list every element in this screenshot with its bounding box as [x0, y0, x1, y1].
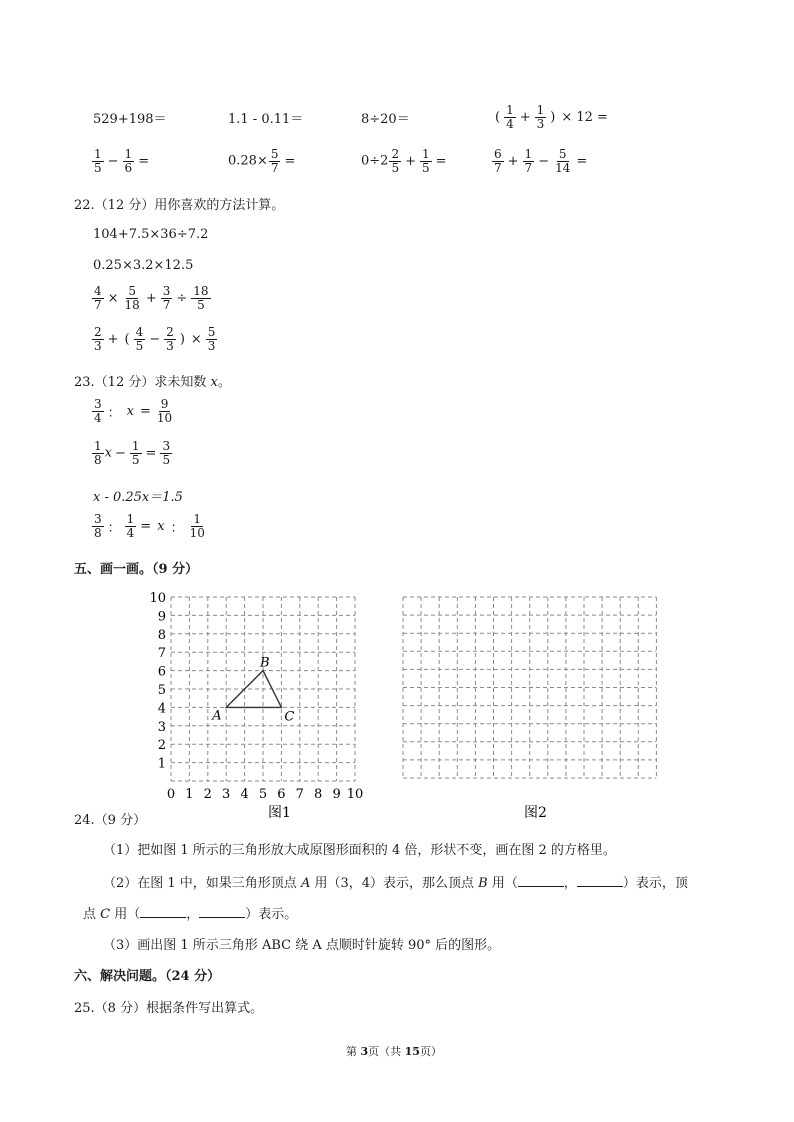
footer-text: 第: [346, 1045, 361, 1058]
q22-line2: 0.25×3.2×12.5: [93, 258, 194, 273]
numerator: 18: [193, 284, 209, 298]
x-tick-label: 5: [258, 787, 268, 802]
q23-header-end: 。: [217, 375, 231, 390]
figure-1-caption: 图1: [268, 805, 291, 821]
denominator: 7: [270, 160, 279, 175]
figure-1-grid: [171, 597, 355, 781]
numerator: 4: [135, 325, 144, 339]
q23-line3: x - 0.25x＝1.5: [93, 490, 183, 505]
comma: ，: [186, 907, 200, 922]
equals-sign: =: [435, 153, 447, 169]
vertex-label-c: C: [284, 709, 295, 725]
numerator: 1: [131, 439, 140, 453]
numerator: 4: [94, 284, 102, 298]
denominator: 4: [94, 410, 102, 425]
page-total: 15: [404, 1045, 420, 1058]
fraction: [92, 440, 104, 466]
expr-529-plus-198: [93, 108, 167, 127]
denominator: 10: [156, 410, 173, 425]
denominator: 3: [94, 338, 102, 353]
variable-x: x: [126, 403, 134, 419]
plus-sign: +: [107, 331, 119, 347]
q24-p2-text: 用（3，4）表示，那么顶点: [310, 876, 479, 891]
footer-text: 页）: [419, 1045, 442, 1058]
numerator: 1: [126, 512, 135, 526]
minus-sign: −: [114, 445, 126, 461]
paren-right: ): [179, 331, 185, 347]
q24-part1: （1）把如图 1 所示的三角形放大成原图形面积的 4 倍，形状不变，画在图 2 的方格里。: [103, 843, 616, 858]
fraction: [160, 440, 172, 466]
paren-left: (: [495, 109, 501, 125]
expr-text: 8÷20＝: [361, 112, 410, 127]
y-tick-label: 6: [157, 664, 166, 680]
answer-blank-b-y[interactable]: [577, 874, 623, 887]
y-tick-label: 3: [157, 719, 166, 735]
expr-6-7-plus-1-7-minus-5-14: [491, 148, 590, 174]
denominator: 18: [124, 297, 140, 312]
y-tick-label: 5: [157, 683, 166, 698]
axis-labels: [149, 591, 363, 802]
fraction: [269, 148, 281, 174]
numerator: 1: [524, 147, 533, 161]
fraction: [155, 398, 174, 424]
fraction: [188, 513, 207, 539]
numerator: 1: [94, 439, 102, 453]
fraction: [206, 326, 218, 352]
numerator: 5: [270, 147, 279, 161]
denominator: 5: [94, 160, 102, 175]
equals-sign: =: [140, 403, 151, 419]
fraction: [92, 513, 104, 539]
x-tick-label: 8: [314, 787, 323, 802]
grid-figures: [140, 585, 680, 825]
fraction: [123, 285, 142, 311]
denominator: 5: [197, 297, 205, 312]
numerator: 3: [94, 512, 102, 526]
expr-0-div-mixed: [361, 148, 450, 174]
fraction: [504, 104, 516, 130]
q22-line1: 104+7.5×36÷7.2: [93, 227, 209, 242]
vertex-b-ref: B: [478, 876, 488, 891]
q22-line4: [91, 326, 218, 352]
numerator: 1: [536, 103, 545, 117]
y-tick-label: 1: [157, 756, 166, 772]
q25-header: 25.（8 分）根据条件写出算式。: [74, 1001, 264, 1016]
fraction: [553, 148, 572, 174]
q22-header: 22.（12 分）用你喜欢的方法计算。: [74, 198, 285, 213]
figure-2-caption: 图2: [524, 805, 547, 821]
fraction: [389, 148, 401, 174]
plus-sign: +: [405, 153, 416, 169]
numerator: 3: [162, 284, 171, 298]
y-tick-label: 4: [157, 701, 166, 717]
divide-sign: ÷: [176, 290, 188, 306]
equals-sign: =: [576, 153, 588, 169]
ratio-colon: ：: [107, 405, 121, 421]
equals-sign: =: [284, 153, 296, 169]
x-tick-label: 3: [222, 787, 231, 802]
ratio-colon: ：: [107, 520, 121, 536]
expr-lead: 0÷2: [361, 153, 389, 169]
equals-sign: =: [138, 153, 150, 169]
x-tick-label: 1: [185, 787, 194, 802]
expr-frac-sum-times-12: [492, 104, 611, 130]
x-tick-label: 4: [240, 787, 249, 802]
minus-sign: −: [538, 153, 550, 169]
denominator: 7: [494, 160, 502, 175]
plus-sign: +: [507, 153, 519, 169]
fraction: [164, 326, 176, 352]
numerator: 5: [558, 147, 567, 161]
vertex-c-ref: C: [100, 907, 111, 922]
numerator: 3: [162, 439, 171, 453]
footer-text: 页（共: [368, 1045, 405, 1058]
numerator: 6: [494, 147, 502, 161]
y-tick-label: 2: [157, 738, 166, 754]
fraction: [492, 148, 504, 174]
x-tick-label: 9: [332, 787, 341, 802]
x-tick-label: 7: [295, 787, 304, 802]
fraction: [125, 513, 137, 539]
x-tick-label: 10: [346, 787, 364, 802]
x-tick-label: 0: [166, 787, 176, 802]
variable-x: x: [104, 445, 112, 461]
figure-2-grid: [403, 597, 656, 778]
q24-p2-text: 用（: [487, 876, 518, 891]
q24-p2-text: ）表示。: [245, 907, 298, 922]
fraction: [191, 285, 210, 311]
numerator: 1: [421, 147, 430, 161]
q24-part2-line1: [103, 872, 688, 891]
expr-0-28-times-frac: [228, 148, 298, 174]
denominator: 14: [555, 160, 571, 175]
q23-line2: [91, 440, 173, 466]
fraction: [535, 104, 547, 130]
denominator: 4: [506, 116, 514, 131]
q24-part2-line2: [83, 903, 297, 922]
vertex-a-ref: A: [300, 876, 311, 891]
times-sign: ×: [190, 331, 202, 347]
fraction: [134, 326, 146, 352]
denominator: 7: [162, 297, 171, 312]
fraction: [92, 285, 104, 311]
denominator: 7: [524, 160, 533, 175]
paren-left: (: [124, 331, 130, 347]
q23-line4: [91, 513, 208, 539]
x-tick-label: 2: [203, 787, 212, 802]
denominator: 8: [94, 452, 102, 467]
denominator: 5: [131, 452, 140, 467]
q24-p2-text: （2）在图 1 中，如果三角形顶点: [103, 876, 301, 891]
expr-1-1-minus: [228, 108, 303, 127]
fraction: [92, 326, 104, 352]
expr-text: 1.1 - 0.11＝: [228, 112, 304, 127]
plus-sign: +: [145, 290, 157, 306]
q24-part3: （3）画出图 1 所示三角形 ABC 绕 A 点顺时针旋转 90° 后的图形。: [103, 938, 501, 953]
denominator: 5: [421, 160, 430, 175]
numerator: 2: [94, 325, 102, 339]
paren-right: ): [550, 109, 556, 125]
section-5-title: 五、画一画。（9 分）: [74, 562, 199, 577]
y-tick-label: 10: [149, 591, 166, 606]
comma: ，: [563, 876, 577, 891]
y-tick-label: 7: [157, 646, 166, 662]
fraction: [161, 285, 173, 311]
q23-line1: [91, 398, 175, 424]
times-sign: ×: [107, 290, 119, 306]
numerator: 1: [124, 147, 133, 161]
equals-sign: =: [145, 445, 157, 461]
minus-sign: −: [149, 331, 161, 347]
numerator: 5: [207, 325, 216, 339]
denominator: 7: [94, 297, 102, 312]
y-tick-label: 9: [157, 609, 166, 625]
q22-line3: [91, 285, 212, 311]
page-number: 3: [360, 1045, 369, 1058]
equals-sign: =: [140, 518, 152, 534]
fraction: [420, 148, 432, 174]
denominator: 8: [94, 525, 102, 540]
y-tick-label: 8: [157, 627, 166, 643]
minus-sign: −: [107, 153, 119, 169]
numerator: 5: [128, 284, 136, 298]
denominator: 5: [391, 160, 400, 175]
fraction: [130, 440, 142, 466]
q24-p2-text: 点: [83, 907, 101, 922]
fraction: [523, 148, 535, 174]
answer-blank-b-x[interactable]: [518, 874, 564, 887]
denominator: 5: [162, 452, 171, 467]
denominator: 3: [207, 338, 216, 353]
q24-p2-text: 用（: [110, 907, 141, 922]
denominator: 3: [166, 338, 174, 353]
variable-x: x: [157, 518, 165, 534]
q23-header-var: x: [210, 375, 218, 390]
answer-blank-c-y[interactable]: [199, 905, 245, 918]
expr-lead: 0.28×: [228, 153, 268, 169]
page-footer: [346, 1043, 442, 1059]
plus-sign: +: [519, 109, 531, 125]
q24-p2-text: ）表示，顶: [622, 876, 688, 891]
q24-header: 24.（9 分）: [74, 813, 147, 828]
denominator: 4: [126, 525, 135, 540]
fraction: [92, 148, 104, 174]
numerator: 2: [391, 147, 400, 161]
q23-header: [74, 371, 231, 390]
answer-blank-c-x[interactable]: [140, 905, 186, 918]
expr-8-div-20: [361, 108, 410, 127]
expr-tail: × 12 =: [561, 109, 608, 125]
vertex-label-b: B: [260, 655, 270, 671]
numerator: 2: [166, 325, 174, 339]
numerator: 1: [193, 512, 202, 526]
fraction: [92, 398, 104, 424]
denominator: 3: [536, 116, 545, 131]
numerator: 3: [94, 397, 102, 411]
denominator: 5: [135, 338, 144, 353]
denominator: 10: [189, 525, 205, 540]
x-tick-label: 6: [277, 787, 286, 802]
numerator: 9: [160, 397, 169, 411]
fraction: [123, 148, 135, 174]
ratio-colon: ：: [170, 520, 184, 536]
expr-text: 529+198＝: [93, 112, 167, 127]
vertex-label-a: A: [212, 708, 222, 724]
section-6-title: 六、解决问题。（24 分）: [74, 969, 221, 984]
denominator: 6: [124, 160, 133, 175]
expr-frac-1-5-minus-1-6: [91, 148, 152, 174]
q23-header-text: 23.（12 分）求未知数: [74, 375, 211, 390]
numerator: 1: [506, 103, 514, 117]
numerator: 1: [94, 147, 102, 161]
